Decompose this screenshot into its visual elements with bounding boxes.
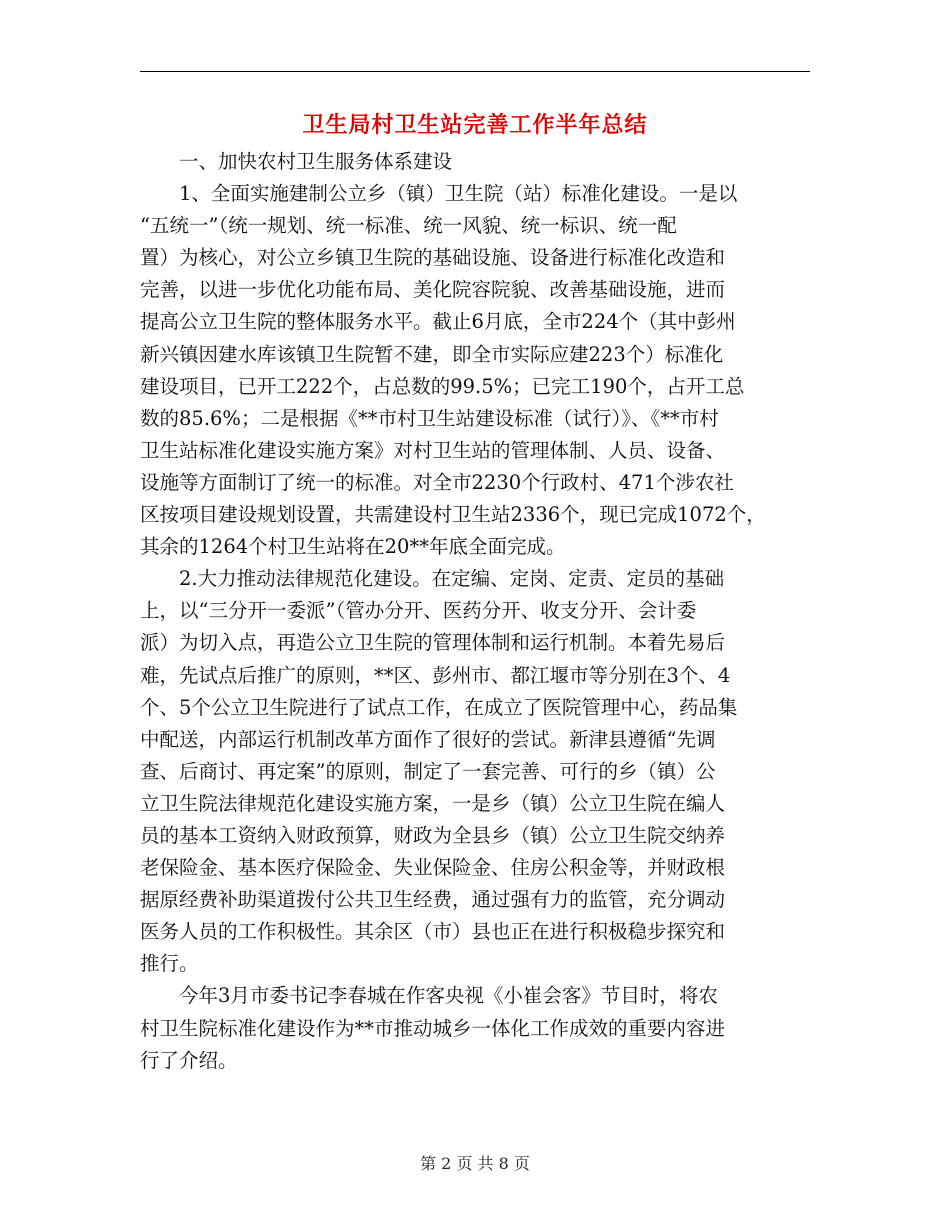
document-title: 卫生局村卫生站完善工作半年总结 (302, 112, 648, 138)
body-line: 员的基本工资纳入财政预算，财政为全县乡（镇）公立卫生院交纳养 (140, 823, 726, 847)
body-line: 区按项目建设规划设置，共需建设村卫生站2336个，现已完成1072个， (140, 503, 766, 527)
header-rule (140, 71, 810, 72)
body-line: 查、后商讨、再定案”的原则，制定了一套完善、可行的乡（镇）公 (140, 759, 716, 783)
body-line: 2.大力推动法律规范化建设。在定编、定岗、定责、定员的基础 (140, 567, 725, 591)
body-line: 其余的1264个村卫生站将在20**年底全面完成。 (140, 535, 566, 559)
body-line: 1、全面实施建制公立乡（镇）卫生院（站）标准化建设。一是以 (140, 182, 738, 206)
body-line: 村卫生院标准化建设作为**市推动城乡一体化工作成效的重要内容进 (140, 1016, 726, 1040)
body-line: 立卫生院法律规范化建设实施方案，一是乡（镇）公立卫生院在编人 (140, 791, 726, 815)
body-line: 医务人员的工作积极性。其余区（市）县也正在进行积极稳步探究和 (140, 920, 726, 944)
body-line: 提高公立卫生院的整体服务水平。截止6月底，全市224个（其中彭州 (140, 310, 736, 334)
body-line: 个、5个公立卫生院进行了试点工作，在成立了医院管理中心，药品集 (140, 695, 738, 719)
body-line: 数的85.6%；二是根据《**市村卫生站建设标准（试行）》、《**市村 (140, 406, 719, 430)
body-line: 一、加快农村卫生服务体系建设 (140, 150, 453, 173)
body-line: “五统一”（统一规划、统一标准、统一风貌、统一标识、统一配 (140, 214, 677, 238)
body-line: 据原经费补助渠道拨付公共卫生经费，通过强有力的监管，充分调动 (140, 888, 726, 912)
body-line: 今年3月市委书记李春城在作客央视《小崔会客》节目时，将农 (140, 984, 718, 1008)
body-line: 老保险金、基本医疗保险金、失业保险金、住房公积金等，并财政根 (140, 856, 726, 880)
page-number: 第 2 页 共 8 页 (420, 1154, 530, 1173)
body-line: 完善，以进一步优化功能布局、美化院容院貌、改善基础设施，进而 (140, 278, 726, 302)
body-line: 行了介绍。 (140, 1048, 238, 1072)
body-line: 新兴镇因建水库该镇卫生院暂不建，即全市实际应建223个）标准化 (140, 342, 724, 366)
body-line: 中配送，内部运行机制改革方面作了很好的尝试。新津县遵循“先调 (140, 727, 716, 751)
body-line: 卫生站标准化建设实施方案》对村卫生站的管理体制、人员、设备、 (140, 438, 726, 462)
document-body (140, 146, 810, 1077)
body-line: 建设项目，已开工222个，占总数的99.5%；已完工190个，占开工总 (140, 374, 745, 398)
body-line: 推行。 (140, 952, 199, 976)
body-line: 设施等方面制订了统一的标准。对全市2230个行政村、471个涉农社 (140, 470, 734, 494)
body-line: 上，以“三分开一委派”（管办分开、医药分开、收支分开、会计委 (140, 599, 697, 623)
body-line: 难，先试点后推广的原则，**区、彭州市、都江堰市等分别在3个、4 (140, 663, 731, 687)
body-line: 派）为切入点，再造公立卫生院的管理体制和运行机制。本着先易后 (140, 631, 726, 655)
body-line: 置）为核心，对公立乡镇卫生院的基础设施、设备进行标准化改造和 (140, 246, 726, 270)
